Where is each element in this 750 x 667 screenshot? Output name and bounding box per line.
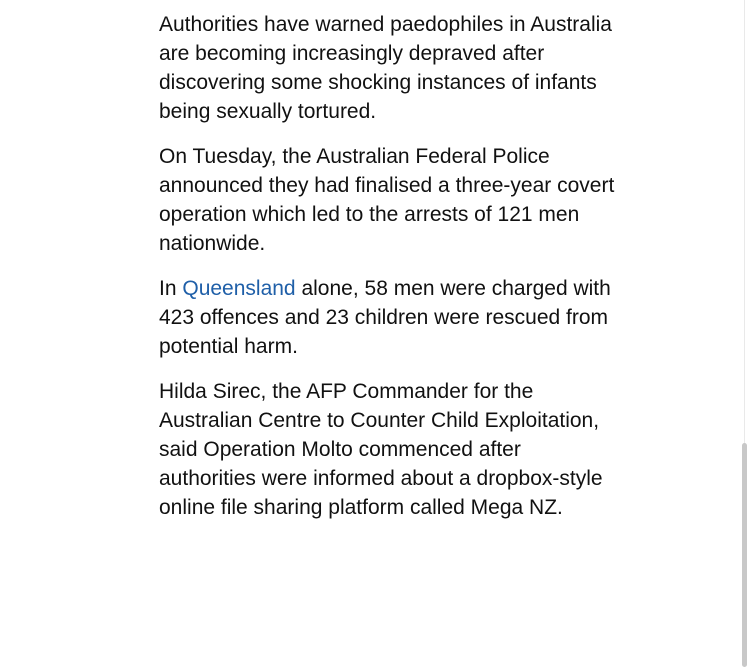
- paragraph-3-text-before-link: In: [159, 277, 183, 300]
- article-paragraph-2: On Tuesday, the Australian Federal Police announced they had finalised a three-year covert operation which led to the arrests of 121 men nationwide.: [159, 145, 615, 255]
- paragraph-3-text-after-link: alone, 58 men were charged with 423 offences and 23 children were rescued from potential harm.: [159, 277, 611, 358]
- article-paragraph-3: [159, 274, 619, 361]
- article-body: [159, 10, 619, 538]
- article-paragraph-1: Authorities have warned paedophiles in Australia are becoming increasingly depraved after discovering some shocking instances of infants being sexually tortured.: [159, 13, 612, 123]
- scrollbar-thumb[interactable]: [742, 443, 747, 667]
- queensland-link[interactable]: Queensland: [182, 277, 296, 300]
- article-paragraph-4: Hilda Sirec, the AFP Commander for the Australian Centre to Counter Child Exploitation, said Operation Molto commenced after authorities were informed about a dropbox-style online file sharing platform called Mega NZ.: [159, 380, 603, 519]
